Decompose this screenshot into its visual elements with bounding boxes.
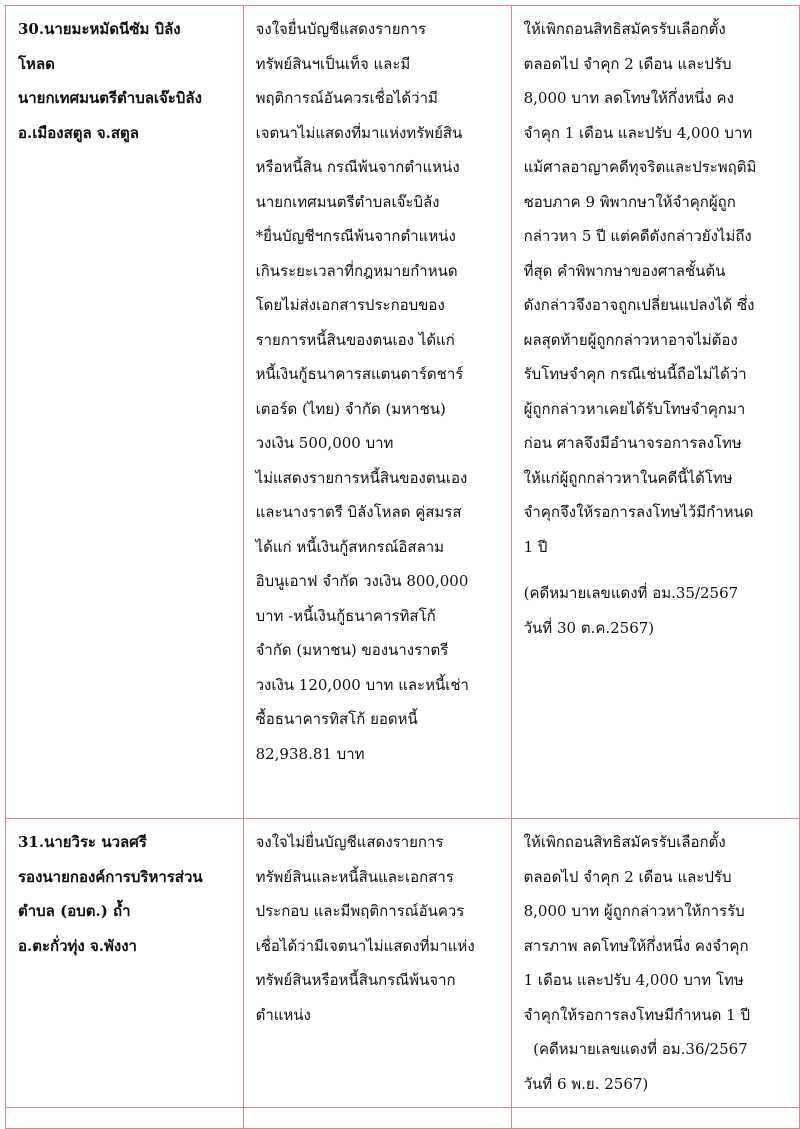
offense-line: บาท -หนี้เงินกู้ธนาคารทิสโก้ bbox=[255, 606, 436, 625]
verdict-line: ตลอดไป จำคุก 2 เดือน และปรับ bbox=[523, 867, 732, 886]
offense-line: ทรัพย์สินฯเป็นเท็จ และมี bbox=[255, 54, 411, 73]
offense-line: เกินระยะเวลาที่กฎหมายกำหนด bbox=[255, 261, 458, 280]
verdict-line: ก่อน ศาลจึงมีอำนาจรอการลงโทษ bbox=[523, 434, 742, 452]
verdict-line: จำคุก 1 เดือน และปรับ 4,000 บาท bbox=[523, 123, 753, 142]
verdict-line: ให้เพิกถอนสิทธิสมัครรับเลือกตั้ง bbox=[523, 20, 726, 38]
offense-line: *ยื่นบัญชีฯกรณีพ้นจากตำแหน่ง bbox=[255, 227, 456, 245]
offense-line: วงเงิน 500,000 บาท bbox=[255, 434, 394, 452]
accused-cell bbox=[6, 819, 244, 1108]
accused-cell bbox=[6, 6, 244, 819]
offense-line: โดยไม่ส่งเอกสารประกอบของ bbox=[255, 296, 445, 314]
offense-line: พฤติการณ์อันควรเชื่อได้ว่ามี bbox=[255, 89, 438, 107]
offense-line: เตอร์ด (ไทย) จำกัด (มหาชน) bbox=[255, 399, 446, 418]
offense-cell bbox=[243, 6, 511, 819]
verdict-line: 1 ปี bbox=[523, 537, 548, 556]
offense-line: รายการหนี้สินของตนเอง ได้แก่ bbox=[255, 330, 455, 349]
accused-position-line: รองนายกองค์การบริหารส่วน bbox=[18, 867, 203, 886]
paragraph-gap bbox=[524, 564, 791, 576]
offense-line: ตำแหน่ง bbox=[255, 1005, 311, 1024]
offense-line: นายกเทศมนตรีตำบลเจ๊ะบิลัง bbox=[255, 192, 440, 211]
offense-line: วงเงิน 120,000 บาท และหนี้เช่า bbox=[255, 675, 469, 694]
case-number-line: (คดีหมายเลขแดงที่ อม.36/2567 bbox=[523, 1040, 748, 1058]
offense-line: เจตนาไม่แสดงที่มาแห่งทรัพย์สิน bbox=[255, 123, 463, 142]
verdict-line: สารภาพ ลดโทษให้กึ่งหนึ่ง คงจำคุก bbox=[523, 936, 749, 955]
verdict-line: 8,000 บาท ลดโทษให้กึ่งหนึ่ง คง bbox=[523, 89, 734, 107]
accused-position-line: นายกเทศมนตรีตำบลเจ๊ะบิลัง bbox=[18, 89, 202, 107]
table-row bbox=[6, 6, 800, 819]
verdict-line: ดังกล่าวจึงอาจถูกเปลี่ยนแปลงได้ ซึ่ง bbox=[523, 296, 755, 314]
offense-line: ไม่แสดงรายการหนี้สินของตนเอง bbox=[255, 468, 468, 487]
case-date-line: วันที่ 6 พ.ย. 2567) bbox=[523, 1074, 649, 1093]
verdict-line: 1 เดือน และปรับ 4,000 บาท โทษ bbox=[523, 971, 744, 989]
offense-line: และนางราตรี บิลังโหลด คู่สมรส bbox=[255, 503, 462, 521]
verdict-line: ผู้ถูกกล่าวหาเคยได้รับโทษจำคุกมา bbox=[523, 399, 746, 418]
offense-line: จำกัด (มหาชน) ของนางราตรี bbox=[255, 641, 449, 659]
verdict-line: ให้เพิกถอนสิทธิสมัครรับเลือกตั้ง bbox=[523, 833, 726, 851]
verdict-line: ผลสุดท้ายผู้ถูกกล่าวหาอาจไม่ต้อง bbox=[523, 330, 738, 349]
accused-position-line: ตำบล (อบต.) ถ้ำ bbox=[18, 902, 131, 920]
offense-line: อิบนูเอาฟ จำกัด วงเงิน 800,000 bbox=[255, 572, 469, 590]
offense-line: เชื่อได้ว่ามีเจตนาไม่แสดงที่มาแห่ง bbox=[255, 936, 475, 955]
empty-cell bbox=[6, 1108, 244, 1129]
empty-cell bbox=[243, 1108, 511, 1129]
offense-cell bbox=[243, 819, 511, 1108]
case-table bbox=[5, 5, 800, 1129]
offense-line: ทรัพย์สินหรือหนี้สินกรณีพ้นจาก bbox=[255, 971, 456, 989]
accused-location-line: อ.เมืองสตูล จ.สตูล bbox=[18, 123, 139, 142]
verdict-line: แม้ศาลอาญาคดีทุจริตและประพฤติมิ bbox=[523, 158, 757, 176]
verdict-line: ชอบภาค 9 พิพากษาให้จำคุกผู้ถูก bbox=[523, 192, 736, 211]
verdict-line: รับโทษจำคุก กรณีเช่นนี้ถือไม่ได้ว่า bbox=[523, 365, 747, 383]
offense-line: ได้แก่ หนี้เงินกู้สหกรณ์อิสลาม bbox=[255, 537, 445, 556]
case-number-line: (คดีหมายเลขแดงที่ อม.35/2567 bbox=[523, 584, 739, 602]
verdict-line: จำคุกจึงให้รอการลงโทษไว้มีกำหนด bbox=[523, 503, 754, 521]
offense-line: หรือหนี้สิน กรณีพ้นจากตำแหน่ง bbox=[255, 158, 460, 176]
offense-line: จงใจไม่ยื่นบัญชีแสดงรายการ bbox=[255, 833, 444, 851]
table-row bbox=[6, 1108, 800, 1129]
offense-line: จงใจยื่นบัญชีแสดงรายการ bbox=[255, 20, 427, 38]
accused-name-line: 31.นายวิระ นวลศรี bbox=[18, 833, 147, 851]
table-row bbox=[6, 819, 800, 1108]
accused-location-line: อ.ตะกั่วทุ่ง จ.พังงา bbox=[18, 936, 137, 955]
offense-line: หนี้เงินกู้ธนาคารสแตนดาร์ดชาร์ bbox=[255, 365, 464, 383]
offense-line: ประกอบ และมีพฤติการณ์อันควร bbox=[255, 902, 465, 920]
verdict-line: ที่สุด คำพิพากษาของศาลชั้นต้น bbox=[523, 261, 726, 280]
empty-cell bbox=[511, 1108, 799, 1129]
verdict-line: จำคุกให้รอการลงโทษมีกำหนด 1 ปี bbox=[523, 1005, 751, 1024]
offense-line: 82,938.81 บาท bbox=[255, 744, 365, 763]
verdict-cell bbox=[511, 6, 799, 819]
case-date-line: วันที่ 30 ต.ค.2567) bbox=[523, 618, 655, 637]
verdict-line: กล่าวหา 5 ปี แต่คดีดังกล่าวยังไม่ถึง bbox=[523, 227, 752, 245]
verdict-line: ให้แก่ผู้ถูกกล่าวหาในคดีนี้ได้โทษ bbox=[523, 468, 733, 487]
accused-name-line: 30.นายมะหมัดนีซัม บิลัง bbox=[18, 20, 181, 38]
verdict-line: ตลอดไป จำคุก 2 เดือน และปรับ bbox=[523, 54, 732, 73]
accused-name-line: โหลด bbox=[18, 54, 55, 73]
verdict-line: 8,000 บาท ผู้ถูกกล่าวหาให้การรับ bbox=[523, 902, 745, 920]
offense-line: ซื้อธนาคารทิสโก้ ยอดหนี้ bbox=[255, 710, 418, 728]
verdict-cell bbox=[511, 819, 799, 1108]
offense-line: ทรัพย์สินและหนี้สินและเอกสาร bbox=[255, 867, 454, 886]
